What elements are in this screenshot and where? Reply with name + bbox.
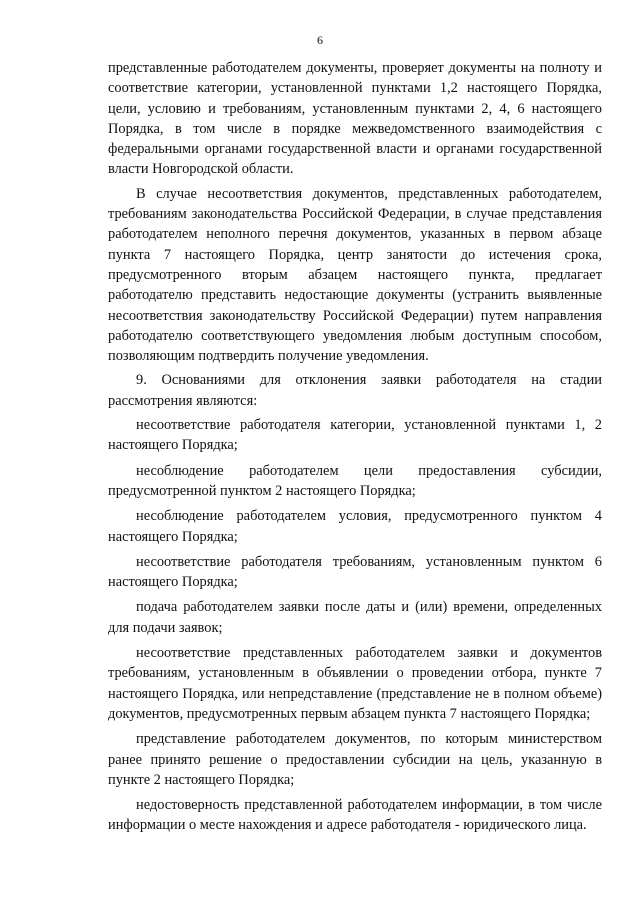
rejection-ground-prior-decision: представление работодателем документов, по которым министерством ранее принято решение о предоставлении субсидии на цель, указанную в пункте 2 настоящего Порядка; (108, 731, 602, 788)
rejection-ground-late-submission: подача работодателем заявки после даты и (или) времени, определенных для подачи заявок; (108, 599, 602, 636)
paragraph-document-mismatch: В случае несоответствия документов, представленных работодателем, требованиям законодательства Российской Федерации, в случае представления работодателем неполного перечня документов, указанных в первом абзаце пункта 7 настоящего Порядка, центр занятости до истечения срока, предусмотренного вторым абзацем настоящего пункта, предлагает работодателю представить недостающие документы (устранить выявленные несоответствия законодательству Российской Федерации) путем направления работодателю соответствующего уведомления любым доступным способом, позволяющим подтвердить получение уведомления. (108, 185, 602, 365)
rejection-ground-purpose: несоблюдение работодателем цели предоставления субсидии, предусмотренной пунктом 2 настоящего Порядка; (108, 462, 602, 499)
rejection-ground-requirements: несоответствие работодателя требованиям, установленным пунктом 6 настоящего Порядка; (108, 553, 602, 591)
document-body (108, 58, 602, 841)
paragraph-item-9: 9. Основаниями для отклонения заявки работодателя на стадии рассмотрения являются: (108, 372, 602, 409)
rejection-ground-category: несоответствие работодателя категории, установленной пунктами 1, 2 настоящего Порядка; (108, 417, 602, 454)
rejection-ground-documents: несоответствие представленных работодателем заявки и документов требованиям, установленным в объявлении о проведении отбора, пункте 7 настоящего Порядка, или непредставление (представление не в полном объеме) документов, предусмотренных первым абзацем пункта 7 настоящего Порядка; (108, 645, 602, 722)
rejection-ground-false-information: недостоверность представленной работодателем информации, в том числе информации о месте нахождения и адресе работодателя - юридического лица. (108, 797, 602, 834)
page-number: 6 (317, 33, 323, 47)
rejection-ground-condition: несоблюдение работодателем условия, предусмотренного пунктом 4 настоящего Порядка; (108, 508, 602, 545)
paragraph-continued: представленные работодателем документы, проверяет документы на полноту и соответствие категории, установленной пунктами 1,2 настоящего Порядка, цели, условию и требованиям, установленным пунктами 2, 4, 6 настоящего Порядка, в том числе в порядке межведомственного взаимодействия с федеральными органами государственной власти и органами государственной власти Новгородской области. (108, 60, 602, 178)
